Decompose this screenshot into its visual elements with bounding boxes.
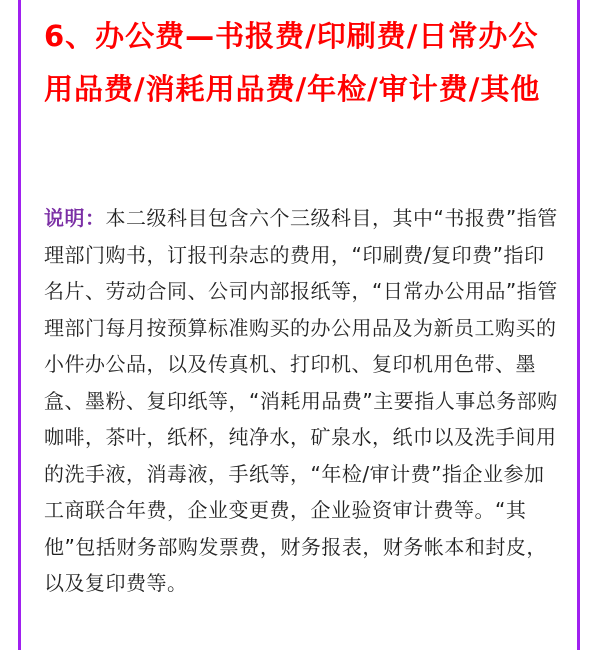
description-text: 本二级科目包含六个三级科目，其中“书报费”指管理部门购书，订报刊杂志的费用，“印刷费/复印费”指印名片、劳动合同、公司内部报纸等，“日常办公用品”指管理部门每月按预算标准购买的办公用品及为新员工购买的小件办公品，以及传真机、打印机、复印机用色带、墨盒、墨粉、复印纸等，“消耗用品费”主要指人事总务部购咖啡，茶叶，纸杯，纯净水，矿泉水，纸巾以及洗手间用的洗手液，消毒液，手纸等，“年检/审计费”指企业参加工商联合年费，企业变更费，企业验资审计费等。“其他”包括财务部购发票费，财务报表，财务帐本和封皮，以及复印费等。 xyxy=(44,206,558,595)
description-paragraph xyxy=(44,200,564,602)
description-label: 说明： xyxy=(44,206,106,230)
section-heading: 6、办公费—书报费/印刷费/日常办公用品费/消耗用品费/年检/审计费/其他 xyxy=(44,19,541,106)
